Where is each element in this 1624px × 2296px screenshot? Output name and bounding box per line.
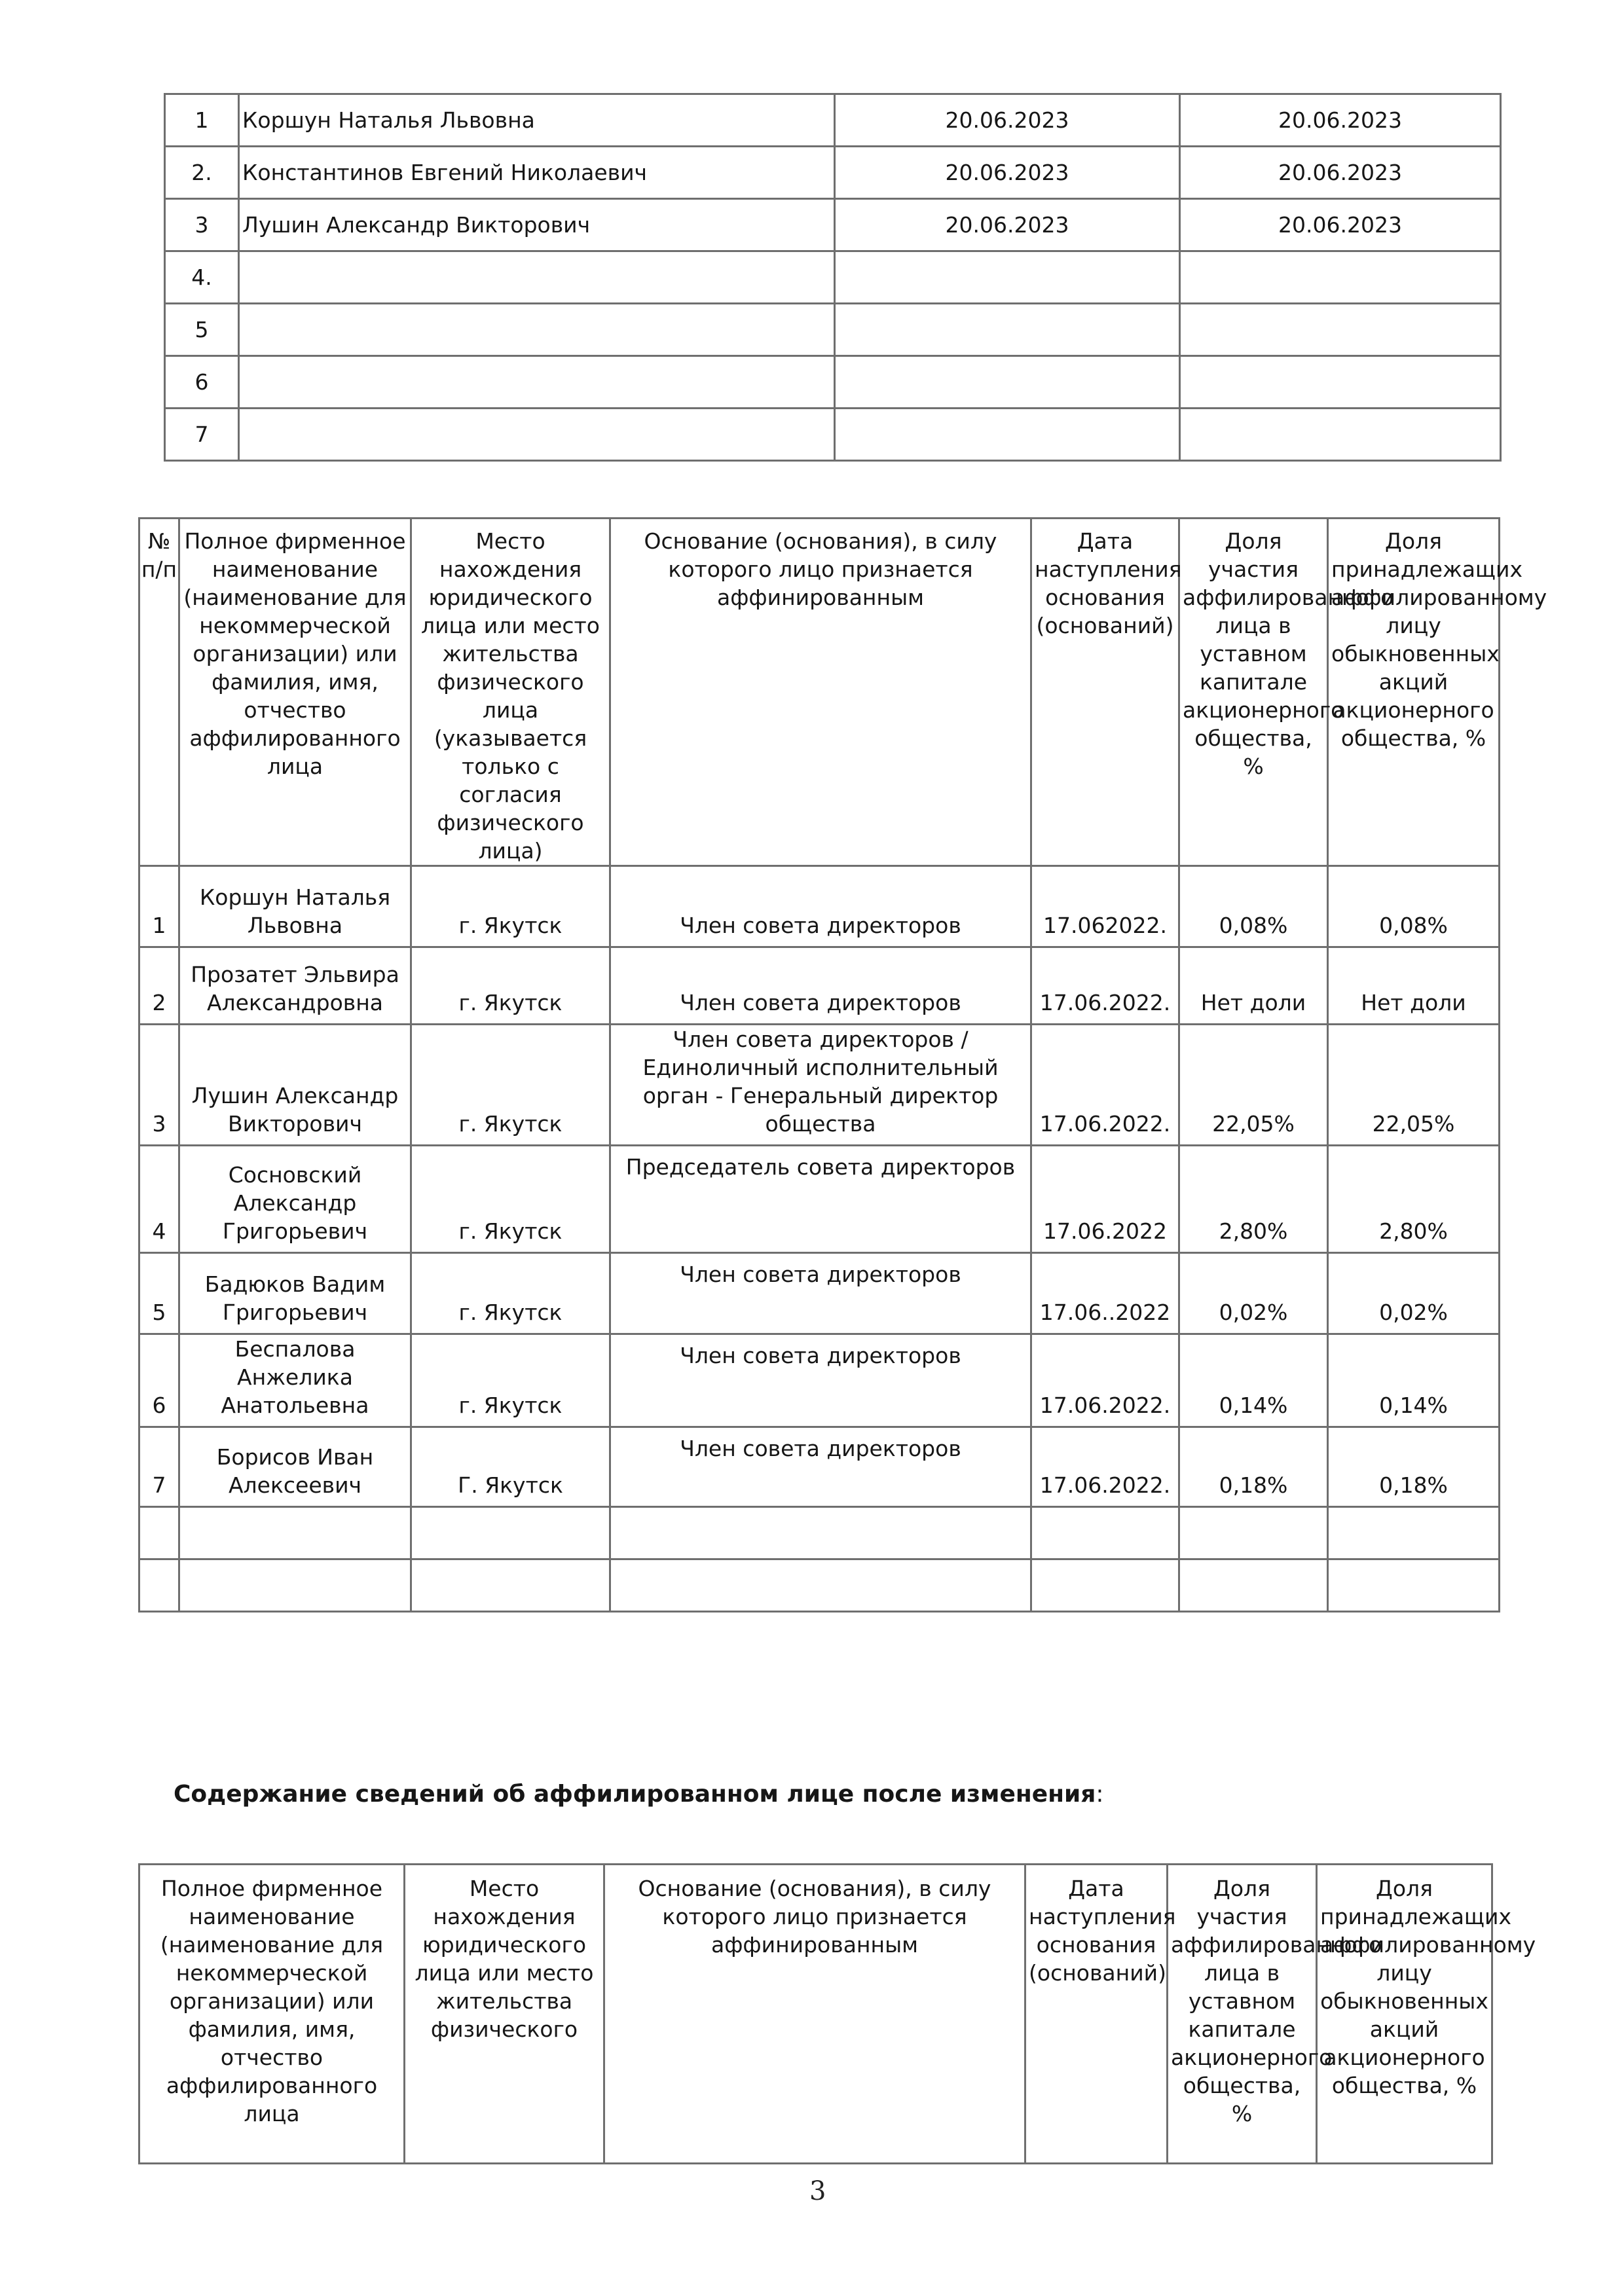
row-number: 6	[139, 1334, 179, 1427]
affiliate-name: Бадюков Вадим Григорьевич	[179, 1253, 411, 1334]
person-name	[239, 356, 835, 409]
header-share-capital: Доля участия аффилированного лица в уставном капитале акционерного общества, %	[1168, 1865, 1317, 2164]
affiliate-share-stock: 2,80%	[1328, 1146, 1500, 1253]
affiliate-name: Сосновский Александр Григорьевич	[179, 1146, 411, 1253]
date-end	[1180, 251, 1501, 304]
affiliate-name: Беспалова Анжелика Анатольевна	[179, 1334, 411, 1427]
affiliate-basis: Член совета директоров / Единоличный исполнительный орган - Генеральный директор общества	[610, 1025, 1031, 1146]
affiliate-share-capital: 2,80%	[1179, 1146, 1328, 1253]
table-row	[139, 1146, 1500, 1253]
section-heading	[174, 1781, 1104, 1808]
row-number: 2.	[165, 147, 239, 199]
table-row	[165, 199, 1501, 251]
header-basis: Основание (основания), в силу которого лицо признается аффинированным	[610, 519, 1031, 866]
affiliate-share-capital: 0,02%	[1179, 1253, 1328, 1334]
affiliate-share-stock: 0,14%	[1328, 1334, 1500, 1427]
affiliate-share-stock: 0,08%	[1328, 866, 1500, 947]
date-end: 20.06.2023	[1180, 199, 1501, 251]
affiliate-name: Борисов Иван Алексеевич	[179, 1427, 411, 1507]
date-end: 20.06.2023	[1180, 94, 1501, 147]
table-row	[139, 947, 1500, 1025]
affiliate-share-stock: 0,18%	[1328, 1427, 1500, 1507]
row-number: 7	[165, 409, 239, 461]
table-header-row	[139, 1865, 1492, 2164]
date-end	[1180, 409, 1501, 461]
affiliate-date: 17.06.2022.	[1031, 1025, 1179, 1146]
table-row	[139, 1025, 1500, 1146]
table-row	[165, 356, 1501, 409]
table-row	[165, 94, 1501, 147]
affiliate-basis: Председатель совета директоров	[610, 1146, 1031, 1253]
affiliate-basis: Член совета директоров	[610, 1253, 1031, 1334]
affiliates-table-after	[138, 1863, 1536, 2164]
affiliate-share-stock: 22,05%	[1328, 1025, 1500, 1146]
row-number: 5	[165, 304, 239, 356]
row-number: 4	[139, 1146, 179, 1253]
affiliate-basis: Член совета директоров	[610, 947, 1031, 1025]
table-row-empty	[139, 1507, 1500, 1559]
affiliate-name: Лушин Александр Викторович	[179, 1025, 411, 1146]
table-row	[165, 304, 1501, 356]
header-share-stock: Доля принадлежащих аффилированному лицу обыкновенных акций акционерного общества, %	[1328, 519, 1500, 866]
row-number: 1	[165, 94, 239, 147]
header-basis: Основание (основания), в силу которого лицо признается аффинированным	[604, 1865, 1025, 2164]
table-row	[139, 1253, 1500, 1334]
person-name: Лушин Александр Викторович	[239, 199, 835, 251]
row-number: 4.	[165, 251, 239, 304]
affiliate-date: 17.062022.	[1031, 866, 1179, 947]
person-name	[239, 251, 835, 304]
affiliate-location: г. Якутск	[411, 1146, 610, 1253]
row-number: 7	[139, 1427, 179, 1507]
affiliate-location: Г. Якутск	[411, 1427, 610, 1507]
date-start	[835, 356, 1180, 409]
top-table	[164, 93, 1502, 462]
affiliate-share-stock: 0,02%	[1328, 1253, 1500, 1334]
table-header-row	[139, 519, 1500, 866]
affiliate-share-capital: Нет доли	[1179, 947, 1328, 1025]
person-name	[239, 409, 835, 461]
table-row	[139, 1334, 1500, 1427]
date-end: 20.06.2023	[1180, 147, 1501, 199]
date-end	[1180, 356, 1501, 409]
affiliate-share-capital: 0,08%	[1179, 866, 1328, 947]
affiliates-table-before	[138, 517, 1547, 1613]
row-number: 1	[139, 866, 179, 947]
table-row	[139, 1427, 1500, 1507]
header-num: № п/п	[139, 519, 179, 866]
date-start	[835, 304, 1180, 356]
affiliate-name: Коршун Наталья Львовна	[179, 866, 411, 947]
table-row	[165, 147, 1501, 199]
table-row	[165, 409, 1501, 461]
affiliate-basis: Член совета директоров	[610, 1427, 1031, 1507]
person-name: Константинов Евгений Николаевич	[239, 147, 835, 199]
affiliate-share-capital: 0,14%	[1179, 1334, 1328, 1427]
affiliate-location: г. Якутск	[411, 947, 610, 1025]
person-name	[239, 304, 835, 356]
person-name: Коршун Наталья Львовна	[239, 94, 835, 147]
date-start: 20.06.2023	[835, 94, 1180, 147]
row-number: 5	[139, 1253, 179, 1334]
row-number: 3	[165, 199, 239, 251]
page-number: 3	[809, 2176, 826, 2206]
section-heading-text: Содержание сведений об аффилированном лице после изменения	[174, 1781, 1096, 1808]
affiliate-date: 17.06.2022.	[1031, 1427, 1179, 1507]
affiliate-basis: Член совета директоров	[610, 866, 1031, 947]
header-location: Место нахождения юридического лица или место жительства физического лица (указывается только с согласия физического лица)	[411, 519, 610, 866]
header-name: Полное фирменное наименование (наименование для некоммерческой организации) или фамилия, имя, отчество аффилированного лица	[139, 1865, 405, 2164]
date-start	[835, 251, 1180, 304]
table-row	[165, 251, 1501, 304]
section-heading-colon: :	[1096, 1781, 1104, 1808]
affiliate-date: 17.06.2022.	[1031, 947, 1179, 1025]
header-name: Полное фирменное наименование (наименование для некоммерческой организации) или фамилия, имя, отчество аффилированного лица	[179, 519, 411, 866]
date-start: 20.06.2023	[835, 147, 1180, 199]
affiliate-date: 17.06..2022	[1031, 1253, 1179, 1334]
row-number: 2	[139, 947, 179, 1025]
header-date: Дата наступления основания (оснований)	[1031, 519, 1179, 866]
affiliate-name: Прозатет Эльвира Александровна	[179, 947, 411, 1025]
date-start: 20.06.2023	[835, 199, 1180, 251]
affiliate-basis: Член совета директоров	[610, 1334, 1031, 1427]
affiliate-share-stock: Нет доли	[1328, 947, 1500, 1025]
row-number: 6	[165, 356, 239, 409]
date-end	[1180, 304, 1501, 356]
affiliate-location: г. Якутск	[411, 866, 610, 947]
row-number: 3	[139, 1025, 179, 1146]
date-start	[835, 409, 1180, 461]
affiliate-share-capital: 0,18%	[1179, 1427, 1328, 1507]
header-date: Дата наступления основания (оснований)	[1025, 1865, 1168, 2164]
affiliate-location: г. Якутск	[411, 1025, 610, 1146]
header-location: Место нахождения юридического лица или место жительства физического	[405, 1865, 604, 2164]
affiliate-share-capital: 22,05%	[1179, 1025, 1328, 1146]
header-share-capital: Доля участия аффилированного лица в уставном капитале акционерного общества, %	[1179, 519, 1328, 866]
affiliate-date: 17.06.2022.	[1031, 1334, 1179, 1427]
table-row	[139, 866, 1500, 947]
affiliate-date: 17.06.2022	[1031, 1146, 1179, 1253]
affiliate-location: г. Якутск	[411, 1253, 610, 1334]
table-row-empty	[139, 1559, 1500, 1612]
header-share-stock: Доля принадлежащих аффилированному лицу обыкновенных акций акционерного общества, %	[1317, 1865, 1492, 2164]
affiliate-location: г. Якутск	[411, 1334, 610, 1427]
